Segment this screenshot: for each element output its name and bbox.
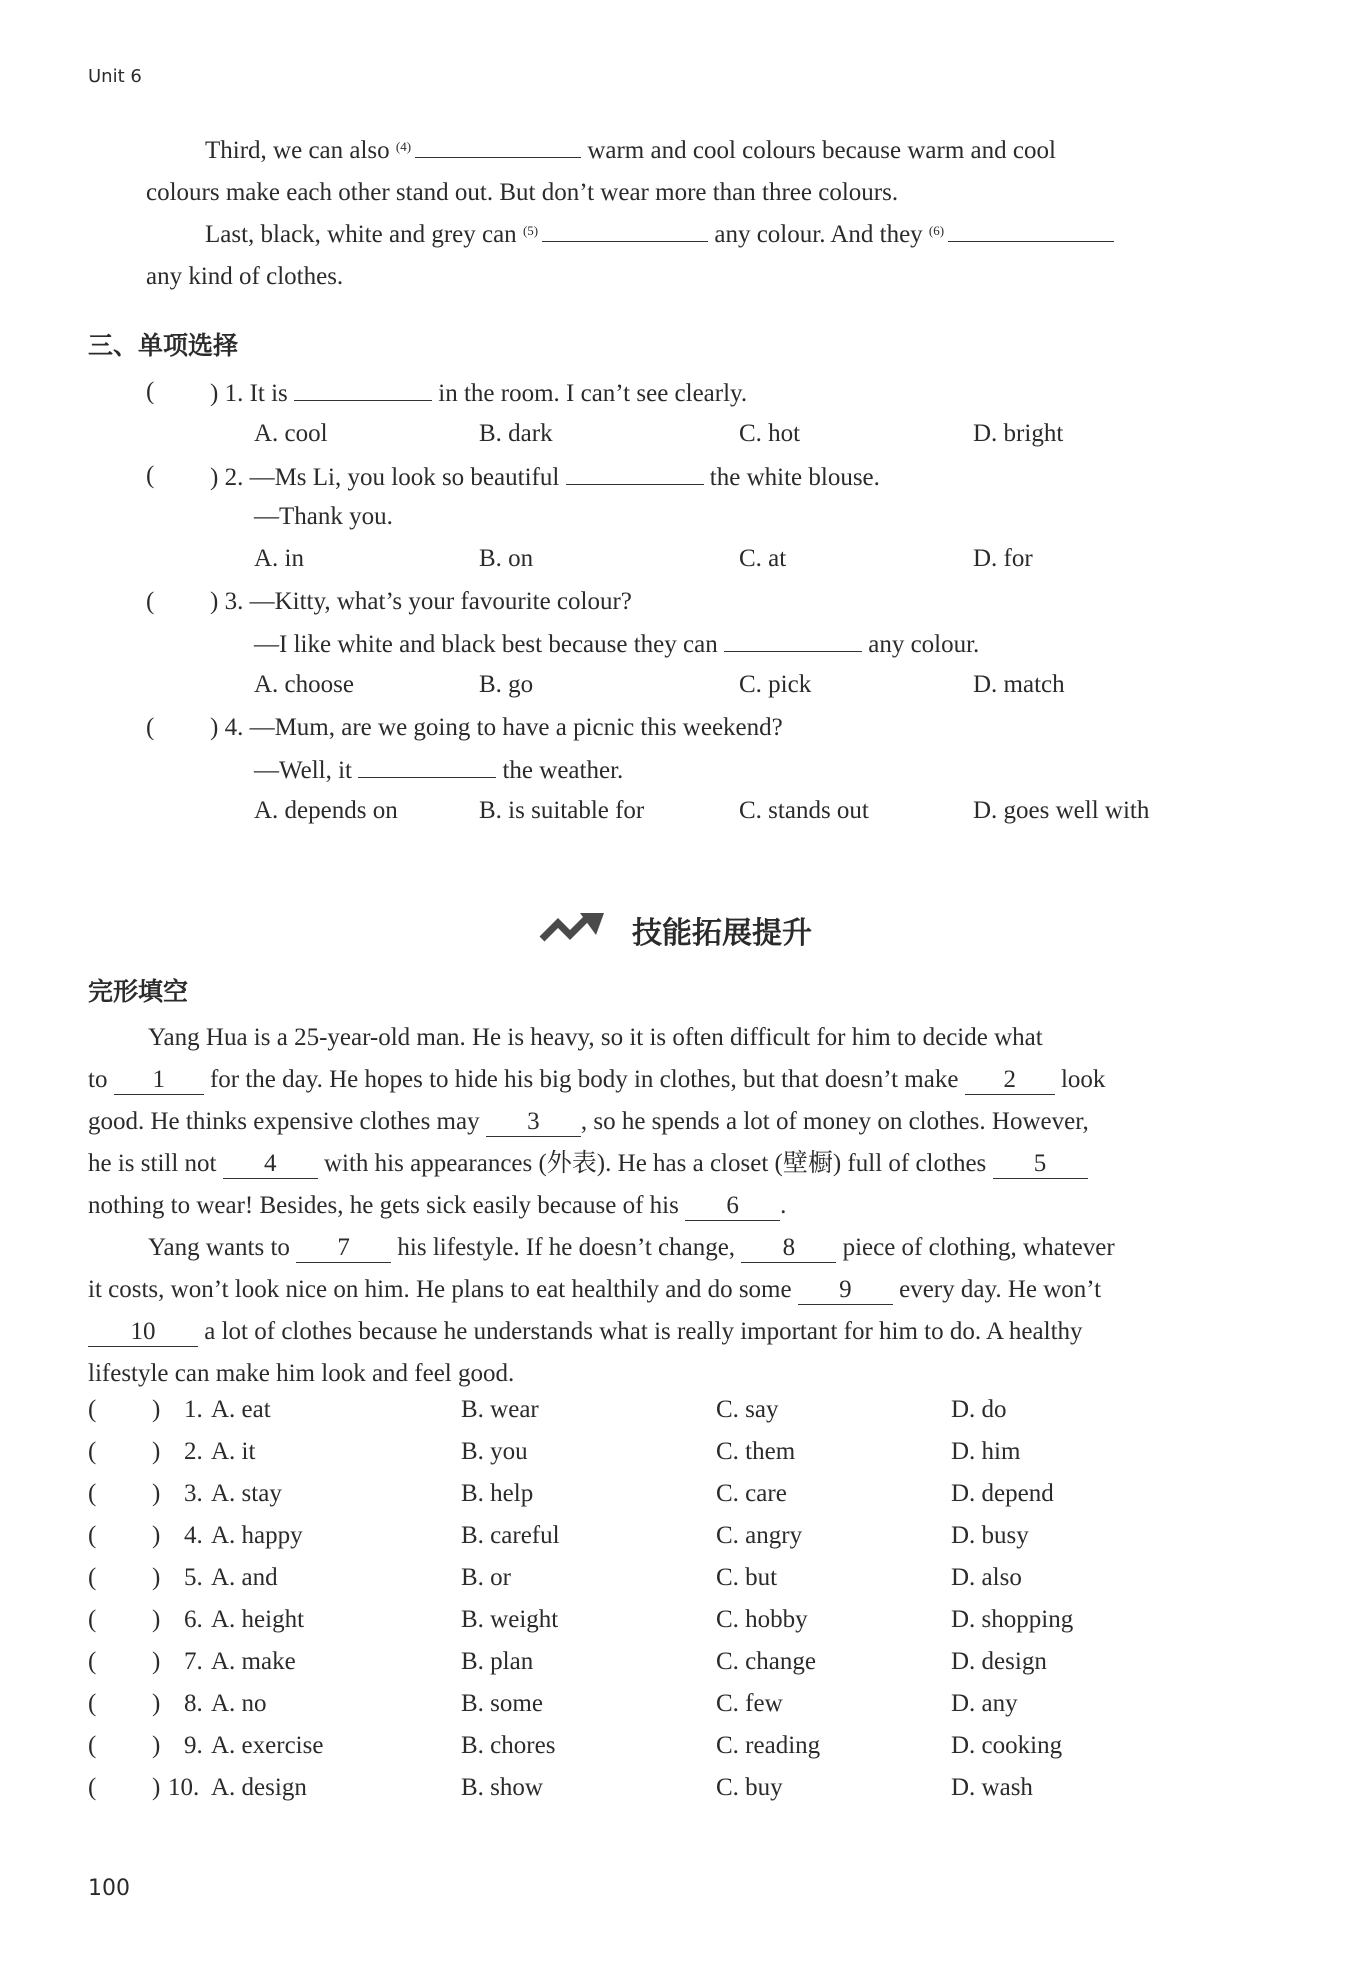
option[interactable]: C. say [716,1396,779,1423]
option[interactable]: A. make [211,1648,296,1675]
answer-paren-close: ) [210,380,219,407]
answer-paren-open: ( [146,462,155,489]
question-text: —Thank you. [254,503,393,530]
answer-paren-open: ( [88,1480,97,1507]
question-number: 3. [224,588,244,615]
answer-paren-close: ) [152,1522,161,1549]
option[interactable]: A. eat [211,1396,271,1423]
blank-number: (6) [928,223,945,238]
passage-line [205,130,1056,172]
option[interactable]: B. help [461,1480,534,1507]
cloze-text: every day. He won’t [899,1276,1102,1303]
answer-blank[interactable] [542,219,708,242]
option[interactable]: D. any [951,1690,1018,1717]
question-text: the weather. [502,757,624,784]
question-number: 6. [184,1606,203,1633]
cloze-blank[interactable]: 10 [88,1320,198,1347]
answer-paren-open: ( [146,588,155,615]
option[interactable]: B. plan [461,1648,534,1675]
option[interactable]: A. it [211,1438,256,1465]
cloze-line [88,1269,1101,1311]
option[interactable]: A. depends on [254,797,398,824]
option[interactable]: A. exercise [211,1732,324,1759]
cloze-line [88,1059,1105,1101]
option[interactable]: C. them [716,1438,796,1465]
answer-paren-open: ( [88,1648,97,1675]
passage-line: colours make each other stand out. But don’t wear more than three colours. [146,179,899,206]
page-number: 100 [88,1876,130,1901]
cloze-line [148,1227,1115,1269]
option[interactable]: A. design [211,1774,307,1801]
option[interactable]: A. cool [254,420,328,447]
passage-text: Last, black, white and grey can [205,221,517,248]
answer-paren-open: ( [88,1690,97,1717]
answer-blank[interactable] [948,219,1114,242]
question-number: 2. [224,464,244,491]
cloze-text: nothing to wear! Besides, he gets sick easily because of his [88,1192,679,1219]
option[interactable]: A. happy [211,1522,303,1549]
option[interactable]: B. chores [461,1732,556,1759]
cloze-text: good. He thinks expensive clothes may [88,1108,480,1135]
answer-paren-open: ( [88,1438,97,1465]
answer-paren-close: ) [152,1732,161,1759]
option[interactable]: D. match [973,671,1065,698]
option[interactable]: D. bright [973,420,1064,447]
option[interactable]: D. for [973,545,1033,572]
section-title: 三、单项选择 [88,331,239,360]
answer-paren-open: ( [88,1564,97,1591]
question-text: —Mum, are we going to have a picnic this weekend? [249,714,783,741]
answer-paren-open: ( [88,1396,97,1423]
answer-paren-open: ( [88,1606,97,1633]
option[interactable]: B. dark [479,420,553,447]
cloze-text: it costs, won’t look nice on him. He plans to eat healthily and do some [88,1276,792,1303]
question-text: —Kitty, what’s your favourite colour? [249,588,632,615]
cloze-line: Yang Hua is a 25-year-old man. He is heavy, so it is often difficult for him to decide what [148,1024,1043,1051]
passage-text: warm and cool colours because warm and cool [587,137,1056,164]
cloze-text: for the day. He hopes to hide his big body in clothes, but that doesn’t make [209,1066,959,1093]
cloze-text: look [1060,1066,1106,1093]
option[interactable]: A. height [211,1606,305,1633]
answer-blank[interactable] [566,462,704,485]
cloze-text: he is still not [88,1150,217,1177]
answer-paren-open: ( [146,714,155,741]
question-line [210,462,880,492]
question-line [210,714,783,742]
cloze-blank[interactable]: 5 [993,1152,1088,1179]
option[interactable]: C. hot [739,420,801,447]
option[interactable]: C. stands out [739,797,869,824]
option[interactable]: B. is suitable for [479,797,645,824]
question-number: 1. [184,1396,203,1423]
answer-paren-close: ) [210,714,219,741]
question-number: 10. [168,1774,200,1801]
answer-paren-close: ) [152,1774,161,1801]
cloze-blank[interactable]: 6 [685,1194,780,1221]
cloze-blank[interactable]: 2 [965,1068,1055,1095]
option[interactable]: D. wash [951,1774,1033,1801]
answer-blank[interactable] [358,755,496,778]
question-text: —I like white and black best because they can [254,631,718,658]
option[interactable]: D. design [951,1648,1047,1675]
question-number: 9. [184,1732,203,1759]
option[interactable]: B. weight [461,1606,559,1633]
trend-arrow-icon [538,911,610,950]
cloze-text: . [780,1192,787,1219]
cloze-text: Yang wants to [148,1234,290,1261]
option[interactable]: D. goes well with [973,797,1150,824]
answer-paren-open: ( [88,1522,97,1549]
option[interactable]: A. and [211,1564,278,1591]
cloze-text: , so he spends a lot of money on clothes. However, [580,1108,1089,1135]
question-text: It is [249,380,288,407]
question-number: 8. [184,1690,203,1717]
option[interactable]: D. depend [951,1480,1054,1507]
cloze-text: his lifestyle. If he doesn’t change, [397,1234,736,1261]
cloze-line [88,1185,786,1227]
answer-paren-close: ) [210,464,219,491]
passage-line [205,214,1114,256]
option[interactable]: B. wear [461,1396,539,1423]
option[interactable]: D. do [951,1396,1007,1423]
blank-number: (4) [395,139,412,154]
question-text: any colour. [868,631,980,658]
option[interactable]: C. at [739,545,787,572]
question-text: —Ms Li, you look so beautiful [249,464,560,491]
cloze-line [88,1143,1088,1185]
option[interactable]: D. shopping [951,1606,1074,1633]
option[interactable]: B. go [479,671,534,698]
option[interactable]: C. angry [716,1522,803,1549]
answer-paren-close: ) [152,1396,161,1423]
unit-header: Unit 6 [88,66,142,87]
cloze-blank[interactable]: 8 [741,1236,836,1263]
banner-title: 技能拓展提升 [632,916,812,951]
question-number: 2. [184,1438,203,1465]
cloze-blank[interactable]: 4 [223,1152,318,1179]
answer-paren-open: ( [88,1774,97,1801]
blank-number: (5) [522,223,539,238]
answer-blank[interactable] [294,378,432,401]
question-line [254,755,623,785]
answer-paren-close: ) [152,1480,161,1507]
cloze-text: to [88,1066,108,1093]
answer-paren-open: ( [88,1732,97,1759]
option[interactable]: A. no [211,1690,267,1717]
passage-line: any kind of clothes. [146,263,344,290]
answer-paren-open: ( [146,378,155,405]
option[interactable]: B. show [461,1774,543,1801]
option[interactable]: C. pick [739,671,812,698]
section-banner [0,908,1350,952]
cloze-title: 完形填空 [88,977,189,1006]
cloze-text: with his appearances (外表). He has a closet (壁橱) full of clothes [323,1150,987,1177]
option[interactable]: D. him [951,1438,1021,1465]
option[interactable]: C. change [716,1648,816,1675]
option[interactable]: D. cooking [951,1732,1063,1759]
cloze-blank[interactable]: 3 [486,1110,581,1137]
passage-text: any colour. And they [714,221,923,248]
answer-paren-close: ) [152,1648,161,1675]
cloze-line [88,1311,1083,1353]
answer-paren-close: ) [152,1690,161,1717]
answer-paren-close: ) [152,1606,161,1633]
option[interactable]: B. some [461,1690,543,1717]
option[interactable]: C. reading [716,1732,821,1759]
option[interactable]: B. you [461,1438,528,1465]
question-number: 4. [224,714,244,741]
option[interactable]: A. in [254,545,304,572]
option[interactable]: C. few [716,1690,783,1717]
question-number: 4. [184,1522,203,1549]
option[interactable]: C. buy [716,1774,783,1801]
question-line [210,378,747,408]
option[interactable]: B. or [461,1564,511,1591]
option[interactable]: A. choose [254,671,354,698]
option[interactable]: C. care [716,1480,787,1507]
option[interactable]: C. hobby [716,1606,808,1633]
answer-blank[interactable] [724,629,862,652]
option[interactable]: C. but [716,1564,778,1591]
question-text: —Well, it [254,757,352,784]
option[interactable]: B. on [479,545,534,572]
option[interactable]: B. careful [461,1522,560,1549]
option[interactable]: D. also [951,1564,1022,1591]
cloze-line: lifestyle can make him look and feel good. [88,1360,515,1387]
question-number: 5. [184,1564,203,1591]
passage-text: Third, we can also [205,137,390,164]
cloze-blank[interactable]: 7 [296,1236,391,1263]
answer-blank[interactable] [415,135,581,158]
question-line [254,629,979,659]
option[interactable]: A. stay [211,1480,282,1507]
question-text: the white blouse. [709,464,880,491]
cloze-text: piece of clothing, whatever [842,1234,1115,1261]
answer-paren-close: ) [152,1438,161,1465]
cloze-text: a lot of clothes because he understands what is really important for him to do. A healthy [204,1318,1083,1345]
answer-paren-close: ) [210,588,219,615]
option[interactable]: D. busy [951,1522,1029,1549]
question-line [210,588,632,616]
cloze-blank[interactable]: 1 [114,1068,204,1095]
question-number: 3. [184,1480,203,1507]
question-number: 1. [224,380,244,407]
question-number: 7. [184,1648,203,1675]
answer-paren-close: ) [152,1564,161,1591]
cloze-line [88,1101,1089,1143]
question-text: in the room. I can’t see clearly. [438,380,748,407]
cloze-blank[interactable]: 9 [798,1278,893,1305]
